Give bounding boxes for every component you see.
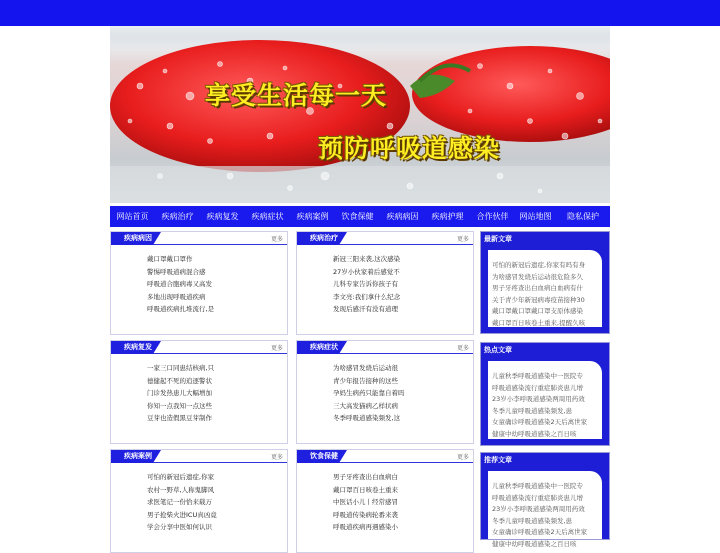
list-item[interactable]: 戴口罩百日咳卷土重来 [333,485,398,494]
panel-title: 疾病案例 [111,450,153,463]
list-item[interactable]: 一家三口同患结核病,只 [147,364,215,372]
list-item[interactable]: 儿科专家告诉你孩子有 [333,280,398,288]
list-item[interactable]: 呼吸道感染流行重症肺炎患儿增 [492,383,583,392]
nav-item-causes[interactable]: 疾病病因 [386,212,419,221]
list-item[interactable]: 呼吸道疾病再遇感染小 [333,523,398,531]
article-list [147,471,217,534]
sidebar-title: 推荐文章 [484,456,512,464]
list-item[interactable]: 呼吸道合胞病毒又高发 [147,280,212,288]
list-item[interactable]: 儿童秋季呼吸道感染中一医院专 [492,482,583,490]
list-item[interactable]: 儿童秋季呼吸道感染中一医院专 [492,372,583,380]
banner-image [110,26,610,203]
list-item[interactable]: 新冠三阳来袭,这次感染 [333,255,401,263]
list-item[interactable]: 冬季儿童呼吸道感染频发,患 [492,406,573,415]
panel-cases [110,449,288,553]
article-list [488,471,602,551]
banner-slogan-2: 预防呼吸道感染 [318,134,501,163]
list-item[interactable]: 戴口罩百日咳卷土重来,提醒久咳 [492,318,586,327]
list-item[interactable]: 可怕的新冠后遗症,你家 [147,473,215,481]
more-link[interactable]: 更多 [456,454,469,461]
panel-title: 疾病症状 [297,341,339,354]
article-list [333,362,405,425]
list-item[interactable]: 为啥感冒发烧后运动很危险多久 [492,272,583,281]
list-item[interactable]: 关于青少年新冠病毒疫苗接种30 [492,295,585,304]
more-link[interactable]: 更多 [456,236,469,243]
banner-slogan-1: 享受生活每一天 [205,81,388,110]
page-container [110,26,610,548]
list-item[interactable]: 戴口罩戴口罩作 [147,255,193,263]
list-item[interactable]: 多地出现呼吸道疾病 [147,292,206,301]
list-item[interactable]: 呼吸道感染流行重症肺炎患儿增 [492,493,583,502]
article-list [147,253,214,316]
more-link[interactable]: 更多 [270,236,283,243]
panel-title: 疾病治疗 [297,232,339,245]
panel-title: 疾病病因 [111,232,153,245]
nav-item-privacy[interactable]: 隐私保护 [567,212,599,221]
main-nav [110,206,610,227]
list-item[interactable]: 三大高发猫病乙样状病 [333,401,398,410]
list-item[interactable]: 求医笔记一份恰来载万 [147,498,212,506]
list-item[interactable]: 青少年报告接种的这些 [333,376,398,385]
panel-symptoms [296,340,474,444]
panel-title: 饮食保健 [297,450,339,463]
list-item[interactable]: 23岁小李呼吸道感染两周用药效 [492,395,585,404]
nav-item-care[interactable]: 疾病护理 [431,212,464,221]
nav-item-home[interactable]: 网站首页 [116,212,149,221]
list-item[interactable]: 男子牙疼查出白血病白血病有什 [492,284,583,293]
list-item[interactable]: 23岁小李呼吸道感染两周用药效 [492,505,585,514]
nav-item-treatment[interactable]: 疾病治疗 [161,212,194,221]
list-item[interactable]: 女童确诊呼吸道感染2天后离世家 [492,528,588,537]
list-item[interactable]: 女童确诊呼吸道感染2天后离世家 [492,418,588,427]
list-item[interactable]: 健康中幼呼吸道感染之百日咳 [492,429,577,438]
list-item[interactable]: 门诊发热患儿大幅增加 [147,389,212,397]
list-item[interactable]: 中医话小儿丨经常感冒 [333,498,398,506]
more-link[interactable]: 更多 [270,454,283,461]
list-item[interactable]: 农村一野草,人称鬼脚风 [147,485,215,494]
panel-treatment [296,231,474,335]
list-item[interactable]: 豆芽也造假黑豆芽制作 [147,414,212,422]
panel-causes [110,231,288,335]
list-item[interactable]: 发现后感汗有没有道理 [333,305,398,313]
list-item[interactable]: 孕妈生病药只能靠自着吗 [333,389,405,397]
sidebar-latest [480,231,610,334]
sidebar-recommended [480,452,610,548]
list-item[interactable]: 德健起不死的追逐警状 [147,376,212,385]
list-item[interactable]: 27岁小伙家着后感觉不 [333,267,400,276]
list-item[interactable]: 李文亮:我们拿什么纪念 [333,292,401,301]
top-bar [0,0,720,26]
nav-item-symptoms[interactable]: 疾病症状 [251,212,284,221]
sidebar-hot [480,342,610,446]
list-item[interactable]: 可怕的新冠后遗症,你家有吗有身 [492,261,586,269]
list-item[interactable]: 男子牙疼查出白血病白 [333,473,398,481]
list-item[interactable]: 戴口罩戴口罩戴口罩支原体感染 [492,307,583,316]
nav-item-partners[interactable]: 合作伙伴 [476,212,509,221]
list-item[interactable]: 呼吸道疾病扎堆流行,是 [147,305,215,313]
nav-item-diet[interactable]: 饮食保健 [341,212,374,221]
list-item[interactable]: 冬季呼吸道感染频发,这 [333,414,401,422]
nav-item-cases[interactable]: 疾病案例 [296,212,329,221]
nav-item-relapse[interactable]: 疾病复发 [206,212,239,221]
nav-item-sitemap[interactable]: 网站地图 [519,212,552,221]
list-item[interactable]: 健康中幼呼吸道感染之百日咳 [492,539,577,548]
banner [110,26,610,203]
article-list [488,250,602,330]
list-item[interactable]: 呼吸道传染病轮番来袭 [333,510,398,519]
list-item[interactable]: 男子抢柴火进ICU真凶竟 [147,510,217,519]
list-item[interactable]: 学会分享中医如何认识 [147,523,212,531]
more-link[interactable]: 更多 [270,345,283,352]
sidebar-title: 最新文章 [484,235,512,243]
list-item[interactable]: 为啥感冒发烧后运动很 [333,364,398,372]
panel-title: 疾病复发 [111,341,153,354]
panel-relapse [110,340,288,444]
article-list [147,362,214,425]
list-item[interactable]: 你知一点我知一点这些 [147,401,212,410]
panel-diet [296,449,474,553]
article-list [333,253,400,316]
list-item[interactable]: 冬季儿童呼吸道感染频发,患 [492,516,573,525]
sidebar-title: 热点文章 [484,346,512,354]
article-list [333,471,398,534]
list-item[interactable]: 警惕呼吸道病混合感 [147,267,206,276]
more-link[interactable]: 更多 [456,345,469,352]
article-list [488,361,602,441]
